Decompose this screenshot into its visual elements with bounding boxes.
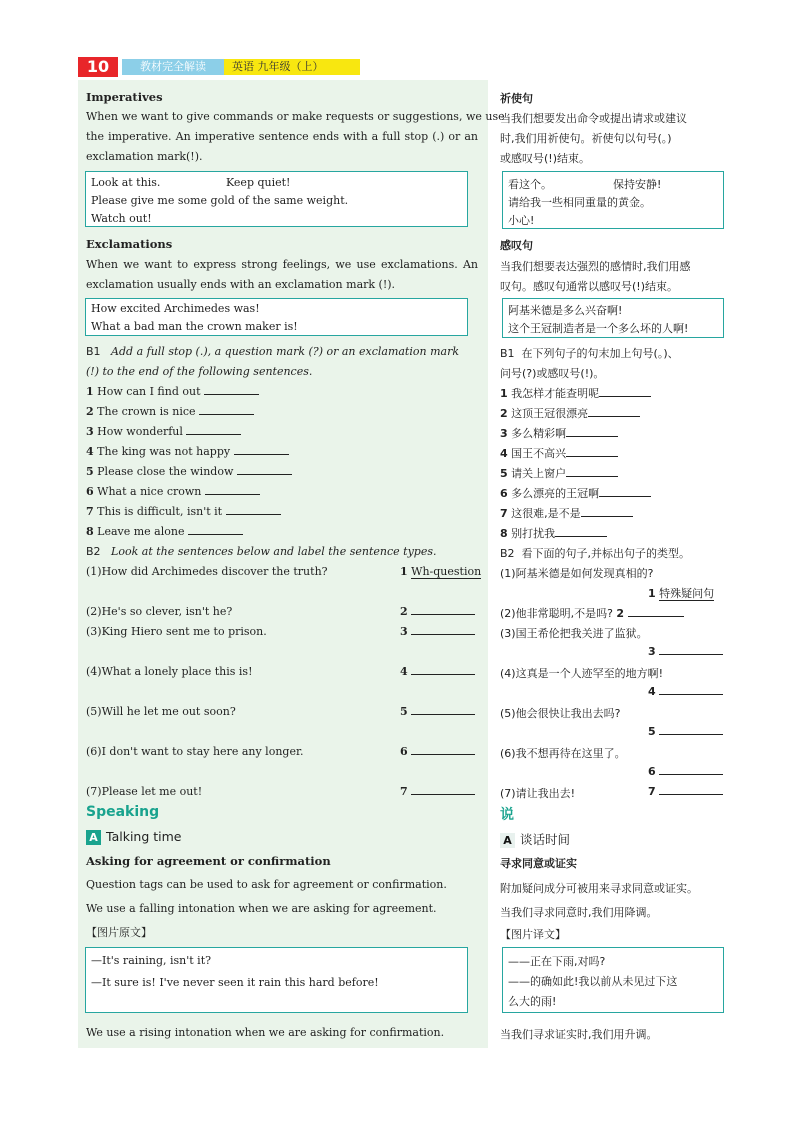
- chinese-column: [500, 80, 730, 1048]
- dialog-line-1: —It's raining, isn't it?: [91, 954, 212, 967]
- b2-answer: 7: [400, 785, 475, 798]
- exclamations-line-2: exclamation usually ends with an exclamation mark (!).: [86, 278, 396, 291]
- zh-b1-item: 7 这很难,是不是: [500, 505, 633, 521]
- zh-imperatives-title: 祈使句: [500, 92, 533, 105]
- zh-exclamations-examples-box: [502, 298, 724, 338]
- imperatives-line-2: the imperative. An imperative sentence ends with a full stop (.) or an: [86, 130, 478, 143]
- b1-instruction: [86, 345, 459, 358]
- zh-b2-question: (2)他非常聪明,不是吗? 2: [500, 605, 684, 621]
- imperatives-line-1: When we want to give commands or make requests or suggestions, we use: [86, 110, 505, 123]
- zh-example-gold: 请给我一些相同重量的黄金。: [508, 196, 651, 209]
- zh-speaking-title: 说: [500, 807, 514, 823]
- zh-section-a-badge: A: [500, 833, 515, 848]
- zh-b2-question: (7)请让我出去!: [500, 787, 575, 800]
- speaking-title: Speaking: [86, 804, 160, 820]
- speaking-line-3: We use a rising intonation when we are asking for confirmation.: [86, 1026, 445, 1039]
- example-watch: Watch out!: [91, 212, 152, 225]
- b2-answer: 1 Wh-question: [400, 565, 482, 578]
- zh-b2-label: B2: [500, 547, 515, 560]
- zh-exclamations-line-1: 当我们想要表达强烈的感情时,我们用感: [500, 260, 691, 273]
- zh-b2-instruction: B2 看下面的句子,并标出句子的类型。: [500, 547, 691, 560]
- section-a-badge: A: [86, 830, 101, 845]
- page-number: 10: [78, 57, 118, 77]
- imperatives-title: Imperatives: [86, 90, 163, 104]
- zh-example-watch: 小心!: [508, 214, 535, 227]
- b1-label: B1: [86, 345, 101, 358]
- zh-imperatives-line-1: 当我们想要发出命令或提出请求或建议: [500, 112, 687, 125]
- zh-b2-question: (6)我不想再待在这里了。: [500, 747, 626, 760]
- zh-talking-time-heading: A 谈话时间: [500, 830, 570, 848]
- speaking-line-1: Question tags can be used to ask for agreement or confirmation.: [86, 878, 447, 891]
- zh-speaking-line-3: 当我们寻求证实时,我们用升调。: [500, 1028, 658, 1041]
- zh-b1-instruction-2: 问号(?)或感叹号(!)。: [500, 367, 605, 380]
- zh-b1-instruction: B1 在下列句子的句末加上句号(。)、: [500, 347, 679, 360]
- zh-imperatives-examples-box: [502, 171, 724, 229]
- b2-label: B2: [86, 545, 101, 558]
- zh-b2-answer: 4: [648, 685, 723, 698]
- zh-imperatives-line-3: 或感叹号(!)结束。: [500, 152, 590, 165]
- b2-answer: 2: [400, 605, 475, 618]
- dialog-box: [85, 947, 468, 1013]
- zh-b1-item: 8 别打扰我: [500, 525, 607, 541]
- b1-item: 1 How can I find out: [86, 385, 259, 398]
- b2-question: (7)Please let me out!: [86, 785, 203, 798]
- english-column: [78, 80, 505, 1048]
- talking-time-heading: A Talking time: [86, 829, 181, 845]
- zh-b2-question: (3)国王希伦把我关进了监狱。: [500, 627, 648, 640]
- book-title: 英语 九年级（上）: [224, 59, 360, 75]
- asking-heading: Asking for agreement or confirmation: [86, 854, 331, 868]
- imperatives-examples-box: [85, 171, 468, 227]
- b2-instruction: B2 Look at the sentences below and label the sentence types.: [86, 545, 437, 558]
- zh-exclamations-title: 感叹句: [500, 239, 533, 252]
- b2-question: (4)What a lonely place this is!: [86, 665, 253, 678]
- example-gold: Please give me some gold of the same weight.: [91, 194, 349, 207]
- b1-item: 4 The king was not happy: [86, 445, 289, 458]
- example-quiet: Keep quiet!: [226, 176, 291, 189]
- imperatives-line-3: exclamation mark(!).: [86, 150, 203, 163]
- example-bad-man: What a bad man the crown maker is!: [91, 320, 298, 333]
- speaking-line-2: We use a falling intonation when we are asking for agreement.: [86, 902, 437, 915]
- zh-b2-answer: 1 特殊疑问句: [648, 587, 715, 600]
- b1-item: 5 Please close the window: [86, 465, 292, 478]
- b2-question: (1)How did Archimedes discover the truth?: [86, 565, 328, 578]
- b2-question: (2)He's so clever, isn't he?: [86, 605, 233, 618]
- zh-b1-item: 2 这顶王冠很漂亮: [500, 405, 640, 421]
- b1-item: 2 The crown is nice: [86, 405, 254, 418]
- zh-imperatives-line-2: 时,我们用祈使句。祈使句以句号(。): [500, 132, 672, 145]
- b2-answer: 4: [400, 665, 475, 678]
- b2-answer: 6: [400, 745, 475, 758]
- zh-b2-question: (4)这真是一个人迹罕至的地方啊!: [500, 667, 663, 680]
- zh-b1-item: 1 我怎样才能查明呢: [500, 385, 651, 401]
- zh-b2-answer: 5: [648, 725, 723, 738]
- zh-b1-label: B1: [500, 347, 515, 360]
- zh-dialog-line-2: ——的确如此!我以前从未见过下这: [508, 975, 678, 988]
- b2-answer: 5: [400, 705, 475, 718]
- b1-instruction-1: Add a full stop (.), a question mark (?) or an exclamation mark: [111, 345, 459, 358]
- b1-item: 7 This is difficult, isn't it: [86, 505, 281, 518]
- zh-b1-item: 3 多么精彩啊: [500, 425, 618, 441]
- zh-example-look: 看这个。: [508, 178, 552, 191]
- b1-item: 3 How wonderful: [86, 425, 241, 438]
- dialog-line-2: —It sure is! I've never seen it rain this hard before!: [91, 976, 379, 989]
- exclamations-title: Exclamations: [86, 237, 173, 251]
- zh-dialog-line-1: ——正在下雨,对吗?: [508, 955, 606, 968]
- zh-b2-answer: 3: [648, 645, 723, 658]
- zh-b1-item: 4 国王不高兴: [500, 445, 618, 461]
- zh-speaking-line-1: 附加疑问成分可被用来寻求同意或证实。: [500, 882, 698, 895]
- zh-b2-answer: 6: [648, 765, 723, 778]
- zh-b2-question: (5)他会很快让我出去吗?: [500, 707, 621, 720]
- b1-item: 6 What a nice crown: [86, 485, 260, 498]
- page-header: [78, 57, 348, 77]
- b2-question: (3)King Hiero sent me to prison.: [86, 625, 267, 638]
- zh-b2-answer: 7: [648, 785, 723, 798]
- zh-b1-item: 6 多么漂亮的王冠啊: [500, 485, 651, 501]
- zh-dialog-line-3: 么大的雨!: [508, 995, 557, 1008]
- zh-example-quiet: 保持安静!: [613, 178, 662, 191]
- b2-question: (6)I don't want to stay here any longer.: [86, 745, 304, 758]
- zh-dialog-box: [502, 947, 724, 1013]
- zh-picture-label: 【图片译文】: [500, 928, 566, 941]
- zh-exclamations-line-2: 叹句。感叹句通常以感叹号(!)结束。: [500, 280, 678, 293]
- zh-speaking-line-2: 当我们寻求同意时,我们用降调。: [500, 906, 658, 919]
- zh-b2-question: (1)阿基米德是如何发现真相的?: [500, 567, 654, 580]
- example-excited: How excited Archimedes was!: [91, 302, 260, 315]
- b2-answer: 3: [400, 625, 475, 638]
- zh-asking-heading: 寻求同意或证实: [500, 857, 577, 870]
- b1-instruction-2: (!) to the end of the following sentences.: [86, 365, 313, 378]
- zh-example-bad-man: 这个王冠制造者是一个多么坏的人啊!: [508, 322, 689, 335]
- example-look: Look at this.: [91, 176, 161, 189]
- picture-original-label: 【图片原文】: [86, 926, 152, 939]
- b1-item: 8 Leave me alone: [86, 525, 243, 538]
- zh-example-excited: 阿基米德是多么兴奋啊!: [508, 304, 623, 317]
- b2-question: (5)Will he let me out soon?: [86, 705, 236, 718]
- series-title: 教材完全解读: [122, 59, 224, 75]
- exclamations-examples-box: [85, 298, 468, 336]
- exclamations-line-1: When we want to express strong feelings, we use exclamations. An: [86, 258, 478, 271]
- zh-b1-item: 5 请关上窗户: [500, 465, 618, 481]
